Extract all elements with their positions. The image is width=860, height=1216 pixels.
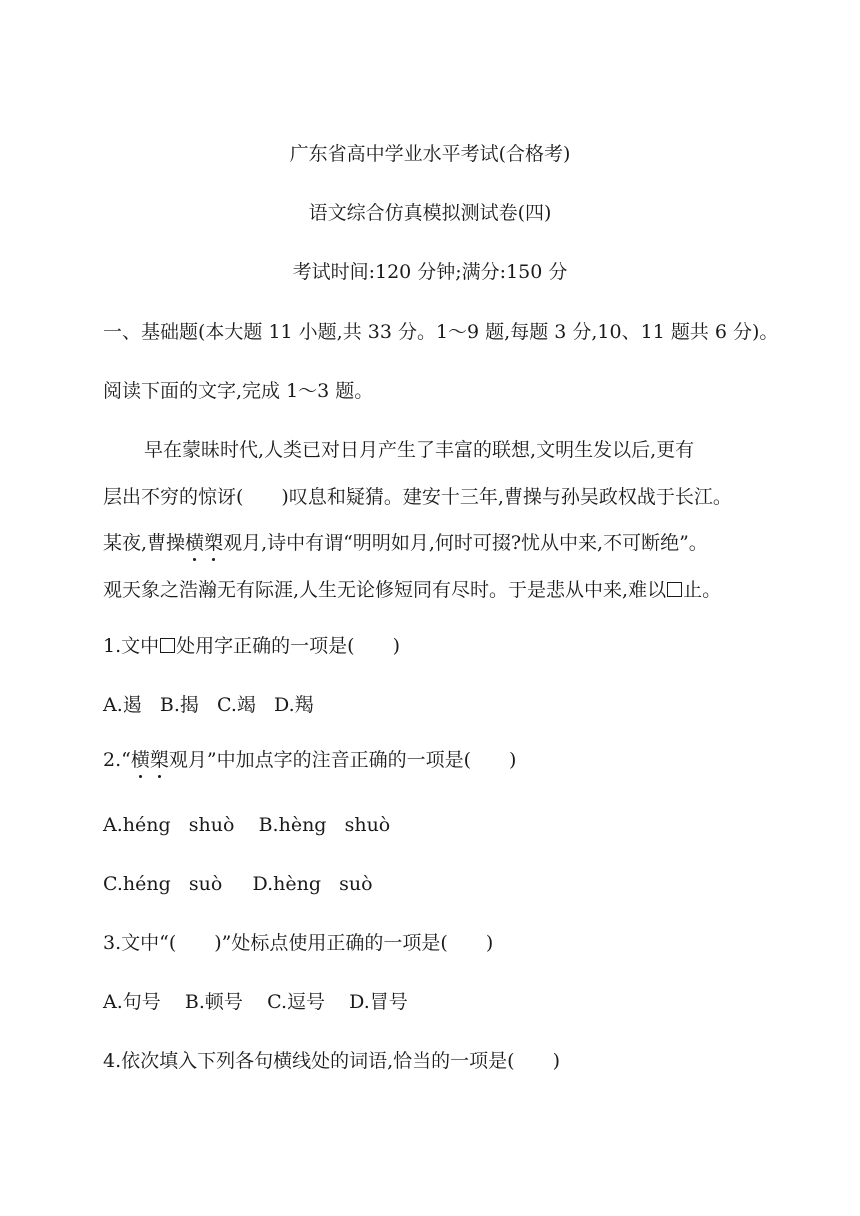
question-stem: ): [509, 749, 517, 771]
passage-text: 止。: [683, 579, 722, 601]
blank-box-icon: [160, 638, 175, 653]
question-stem: 1.文中: [103, 635, 160, 657]
question-stem: )”处标点使用正确的一项是(: [214, 932, 448, 954]
section-heading: 一、基础题(本大题 11 小题,共 33 分。1～9 题,每题 3 分,10、11 题共 6 分)。: [103, 321, 779, 343]
question-2-options-row-1: A.héng shuò B.hèng shuò: [103, 814, 391, 836]
passage-line-1: 早在蒙昧时代,人类已对日月产生了丰富的联想,文明生发以后,更有: [144, 439, 695, 461]
question-2: [103, 748, 516, 772]
question-stem: ): [485, 932, 494, 954]
exam-info: 考试时间:120 分钟;满分:150 分: [292, 261, 568, 283]
passage-line-2: [103, 485, 732, 509]
question-2-options-row-2: C.héng suò D.hèng suò: [103, 873, 373, 895]
question-1-options: A.遏 B.揭 C.竭 D.羯: [103, 694, 314, 716]
passage-line-3: [103, 531, 708, 555]
question-stem: 2.“: [103, 749, 131, 771]
question-stem: 3.文中“(: [103, 932, 177, 954]
passage-line-4: [103, 578, 721, 602]
dotted-char: 横: [185, 532, 205, 554]
question-3-options: A.句号 B.顿号 C.逗号 D.冒号: [103, 991, 408, 1013]
passage-text: 层出不穷的惊讶(: [103, 486, 244, 508]
question-stem: ): [392, 635, 400, 657]
dotted-char: 槊: [149, 749, 169, 771]
question-stem: 处用字正确的一项是(: [176, 635, 355, 657]
dotted-char: 横: [130, 749, 150, 771]
question-stem: 观月”中加点字的注音正确的一项是(: [168, 749, 472, 771]
reading-instruction: 阅读下面的文字,完成 1～3 题。: [103, 380, 374, 402]
question-3: [103, 931, 493, 955]
passage-text: 观天象之浩瀚无有际涯,人生无论修短同有尽时。于是悲从中来,难以: [103, 579, 667, 601]
passage-text: )叹息和疑猜。建安十三年,曹操与孙吴政权战于长江。: [281, 486, 732, 508]
dotted-char: 槊: [204, 532, 224, 554]
question-4: [103, 1049, 560, 1073]
question-stem: ): [552, 1050, 561, 1072]
question-stem: 4.依次填入下列各句横线处的词语,恰当的一项是(: [103, 1050, 515, 1072]
exam-subtitle: 语文综合仿真模拟测试卷(四): [308, 202, 552, 224]
passage-text: 某夜,曹操: [103, 532, 186, 554]
blank-box-icon: [667, 582, 682, 597]
question-1: [103, 634, 400, 658]
exam-title: 广东省高中学业水平考试(合格考): [289, 143, 571, 165]
passage-text: 观月,诗中有谓“明明如月,何时可掇?忧从中来,不可断绝”。: [223, 532, 708, 554]
